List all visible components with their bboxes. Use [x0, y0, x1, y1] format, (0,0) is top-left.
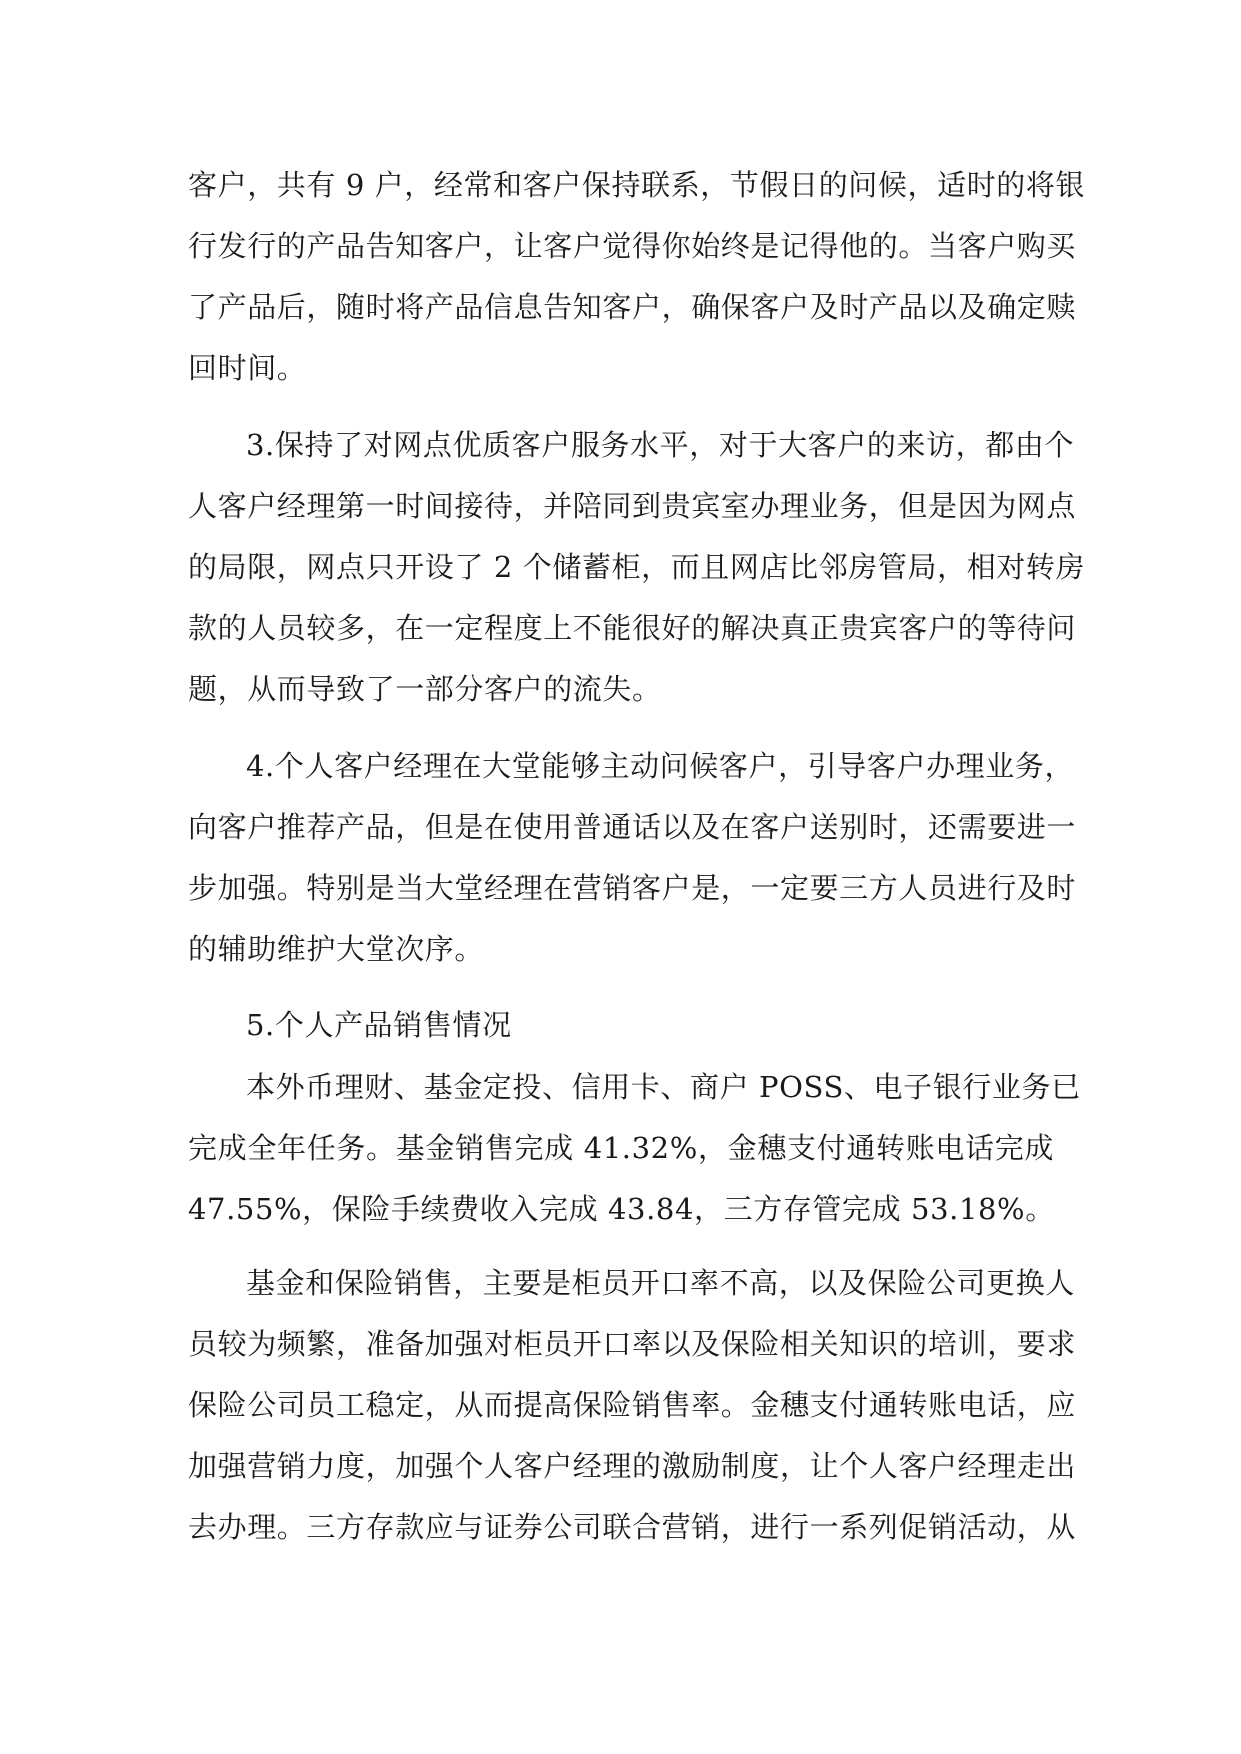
text-line: 向客户推荐产品，但是在使用普通话以及在客户送别时，还需要进一 — [188, 810, 1077, 844]
text-line: 回时间。 — [188, 351, 307, 385]
text-line: 本外币理财、基金定投、信用卡、商户 POSS、电子银行业务已 — [246, 1070, 1081, 1104]
paragraph-lobby-manager — [188, 736, 1077, 980]
text-line: 完成全年任务。基金销售完成 41.32%，金穗支付通转账电话完成 — [188, 1131, 1054, 1165]
text-line: 的局限，网点只开设了 2 个储蓄柜，而且网店比邻房管局，相对转房 — [188, 550, 1086, 584]
text-line: 客户，共有 9 户，经常和客户保持联系，节假日的问候，适时的将银 — [188, 168, 1086, 202]
text-line: 题，从而导致了一部分客户的流失。 — [188, 672, 662, 706]
text-line: 了产品后，随时将产品信息告知客户，确保客户及时产品以及确定赎 — [188, 290, 1077, 324]
text-line: 员较为频繁，准备加强对柜员开口率以及保险相关知识的培训，要求 — [188, 1327, 1077, 1361]
paragraph-customer-contact — [188, 155, 1086, 399]
text-line: 步加强。特别是当大堂经理在营销客户是，一定要三方人员进行及时 — [188, 871, 1077, 905]
text-line: 3.保持了对网点优质客户服务水平，对于大客户的来访，都由个 — [246, 428, 1075, 462]
text-line: 的辅助维护大堂次序。 — [188, 932, 485, 966]
text-line: 去办理。三方存款应与证券公司联合营销，进行一系列促销活动，从 — [188, 1510, 1077, 1544]
paragraph-sales-results — [188, 1057, 1081, 1240]
paragraph-improvement-plan — [188, 1253, 1077, 1558]
text-line: 基金和保险销售，主要是柜员开口率不高，以及保险公司更换人 — [246, 1266, 1075, 1300]
text-line: 5.个人产品销售情况 — [246, 1008, 512, 1042]
paragraph-vip-service — [188, 415, 1086, 720]
text-line: 行发行的产品告知客户，让客户觉得你始终是记得他的。当客户购买 — [188, 229, 1077, 263]
text-line: 保险公司员工稳定，从而提高保险销售率。金穗支付通转账电话，应 — [188, 1388, 1077, 1422]
section-heading-sales — [188, 995, 1054, 1056]
text-line: 加强营销力度，加强个人客户经理的激励制度，让个人客户经理走出 — [188, 1449, 1077, 1483]
text-line: 款的人员较多，在一定程度上不能很好的解决真正贵宾客户的等待问 — [188, 611, 1077, 645]
text-line: 47.55%，保险手续费收入完成 43.84，三方存管完成 53.18%。 — [188, 1192, 1055, 1226]
text-line: 4.个人客户经理在大堂能够主动问候客户，引导客户办理业务， — [246, 749, 1075, 783]
text-line: 人客户经理第一时间接待，并陪同到贵宾室办理业务，但是因为网点 — [188, 489, 1077, 523]
